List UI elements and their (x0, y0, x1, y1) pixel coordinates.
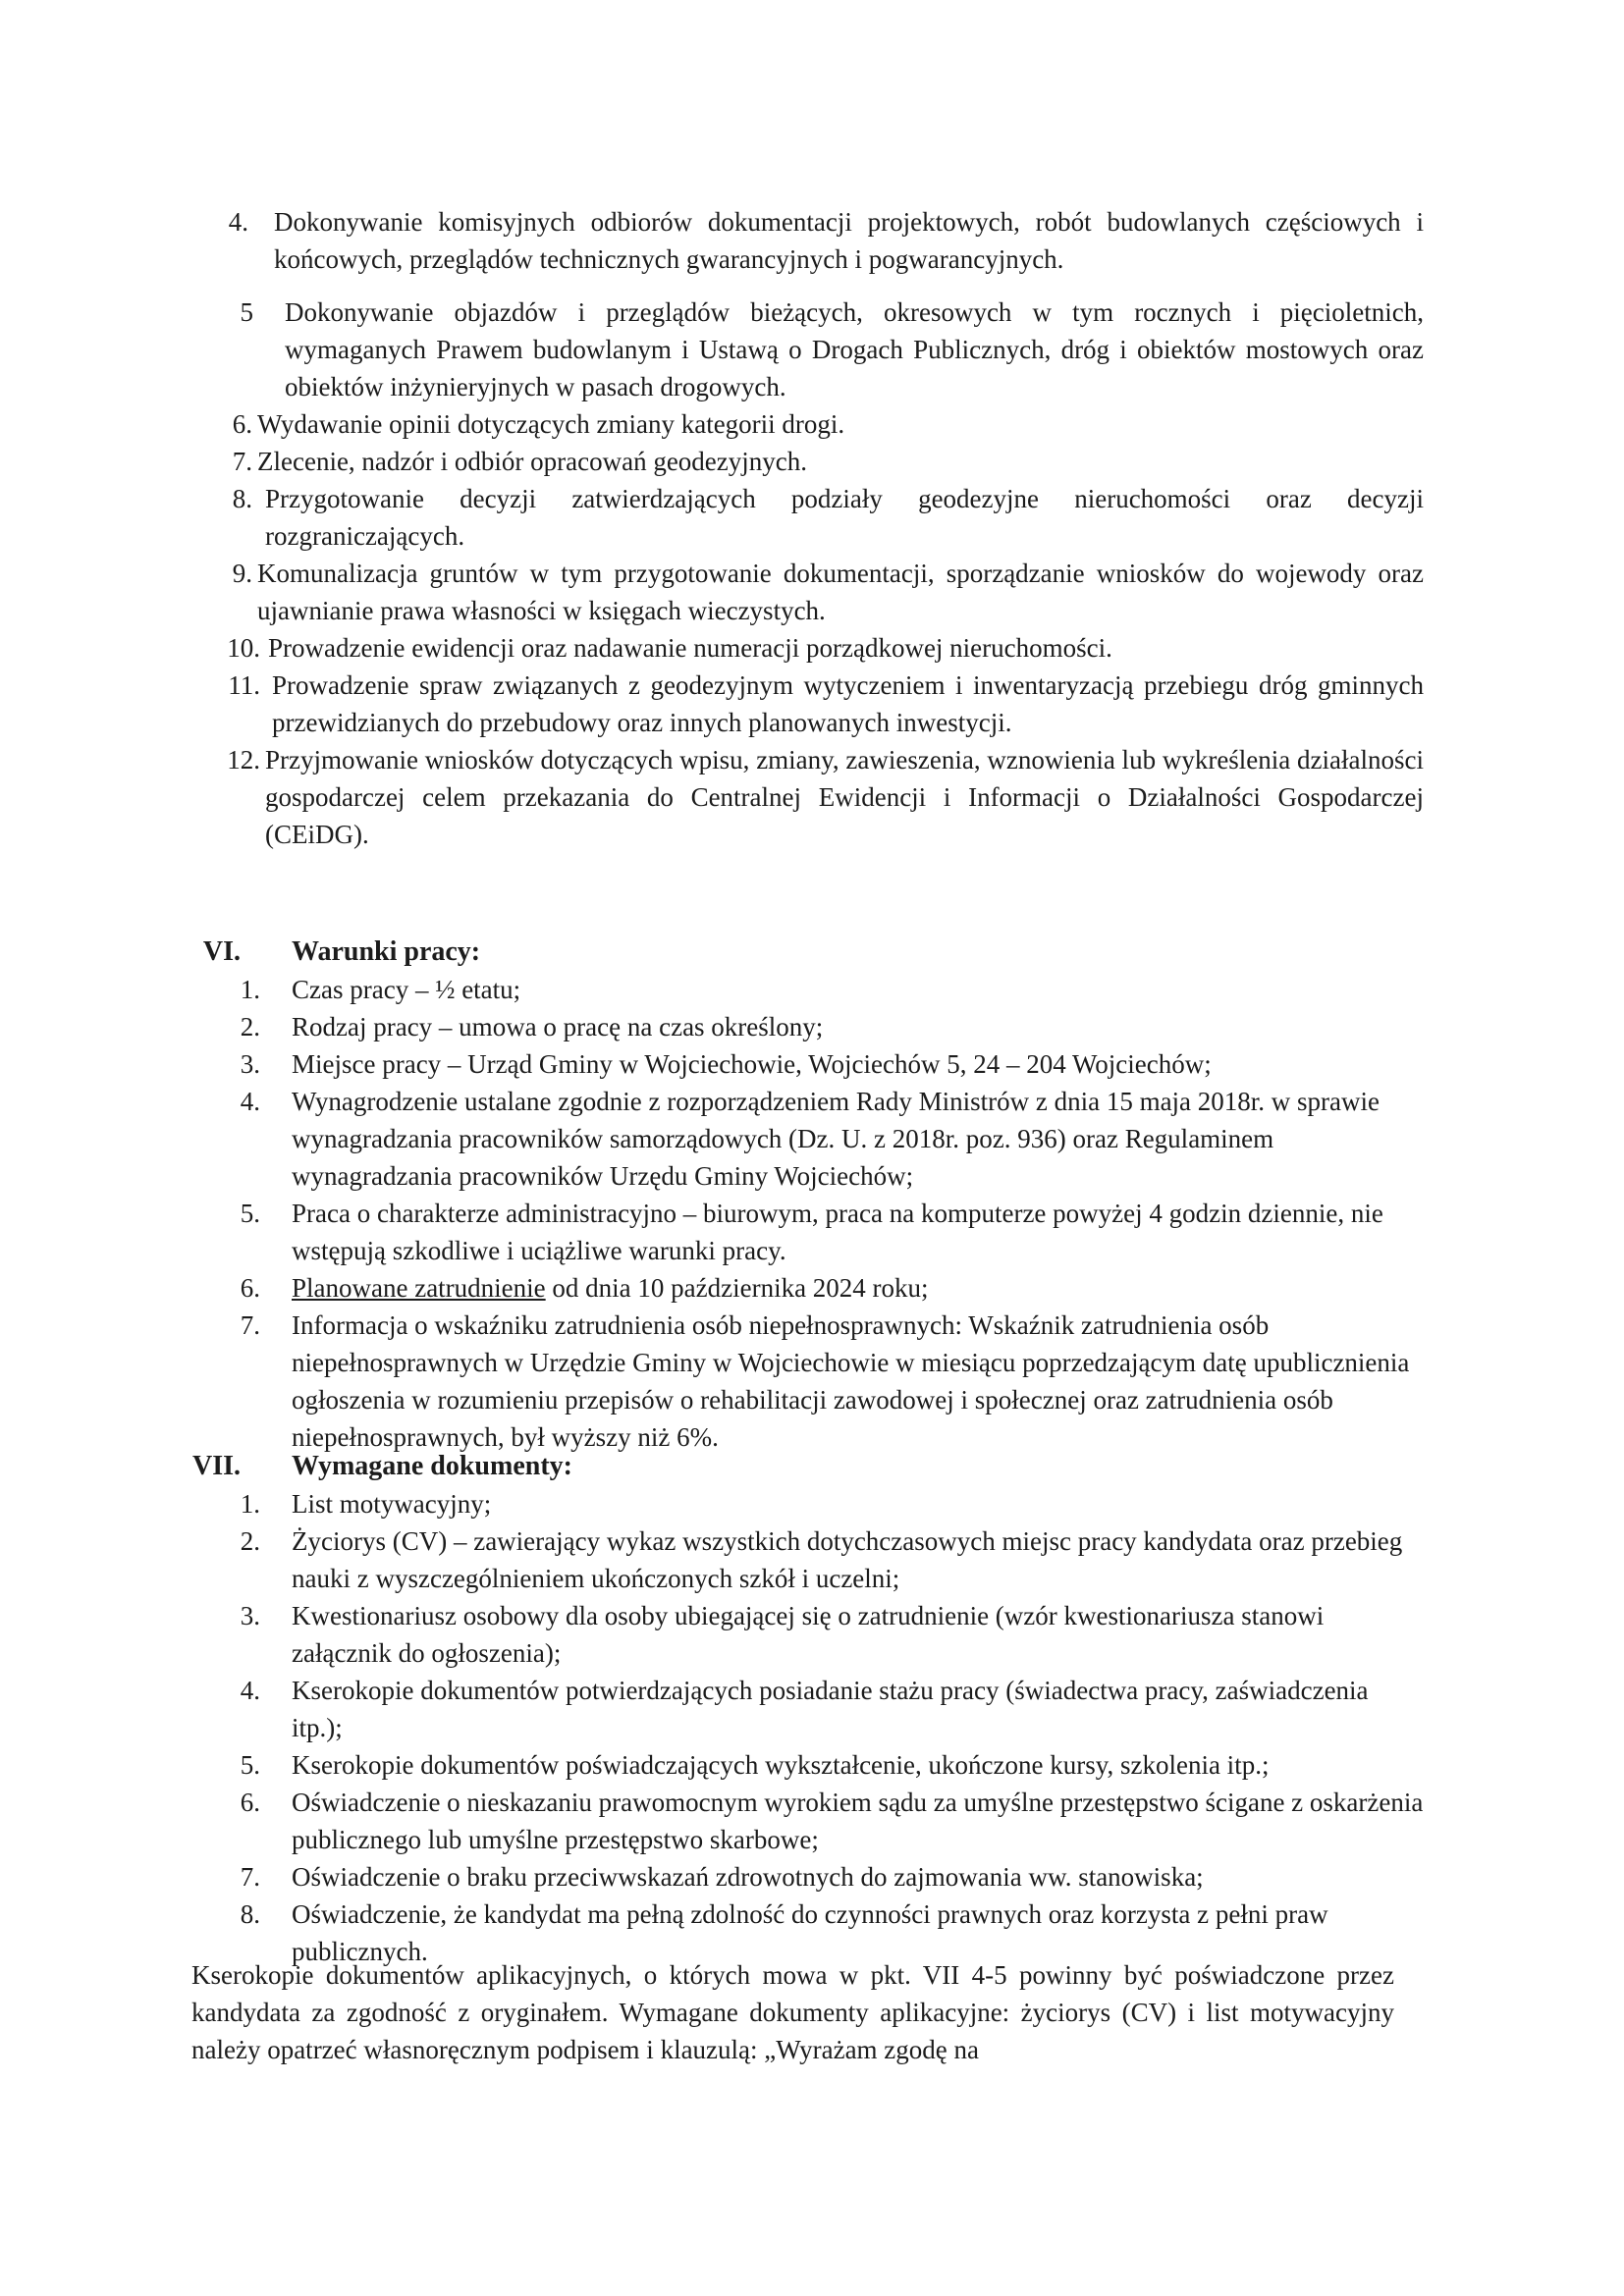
item-text: Zlecenie, nadzór i odbiór opracowań geodezyjnych. (257, 447, 808, 476)
item-number: 5 (240, 297, 253, 327)
item-text: Życiorys (CV) – zawierający wykaz wszystkich dotychczasowych miejsc pracy kandydata oraz przebieg nauki z wyszczególnieniem ukończonych szkół i uczelni; (292, 1526, 1403, 1593)
section-heading (0, 1448, 1624, 1485)
item-number: 4. (240, 1087, 260, 1116)
list-item (0, 1008, 1624, 1045)
item-number: 5. (240, 1199, 260, 1228)
item-text: Dokonywanie objazdów i przeglądów bieżących, okresowych w tym rocznych i pięcioletnich, wymaganych Prawem budowlanym i Ustawą o Drogach Publicznych, dróg i obiektów mostowych oraz obiektów inżynieryjnych w pasach drogowych. (285, 297, 1424, 401)
item-number: 6. (232, 409, 252, 439)
list-item (0, 443, 1624, 480)
item-number: 4. (240, 1676, 260, 1705)
item-text: Kserokopie dokumentów potwierdzających posiadanie stażu pracy (świadectwa pracy, zaświadczenia itp.); (292, 1676, 1369, 1742)
section-title: Wymagane dokumenty: (292, 1451, 572, 1481)
item-text: Wydawanie opinii dotyczących zmiany kategorii drogi. (257, 409, 845, 439)
list-item (0, 1485, 1624, 1522)
section-heading (0, 934, 1624, 971)
list-item (0, 203, 1624, 278)
item-text: Kwestionariusz osobowy dla osoby ubiegającej się o zatrudnienie (wzór kwestionariusza stanowi załącznik do ogłoszenia); (292, 1601, 1325, 1668)
list-item (0, 1746, 1624, 1784)
list-item (0, 555, 1624, 629)
list-item (0, 405, 1624, 443)
item-number: 7. (232, 447, 252, 476)
list-item (0, 741, 1624, 853)
list-item (0, 667, 1624, 741)
item-number: 1. (240, 1489, 260, 1519)
list-item (0, 1195, 1624, 1269)
list-item (0, 1672, 1624, 1746)
item-text (292, 1269, 1424, 1307)
item-text: Kserokopie dokumentów poświadczających wykształcenie, ukończone kursy, szkolenia itp.; (292, 1750, 1270, 1780)
item-number: 6. (240, 1788, 260, 1817)
list-item (0, 1269, 1624, 1307)
closing-paragraph: Kserokopie dokumentów aplikacyjnych, o których mowa w pkt. VII 4-5 powinny być poświadczone przez kandydata za zgodność z oryginałem. Wymagane dokumenty aplikacyjne: życiorys (CV) i list motywacyjny należy opatrzeć własnoręcznym podpisem i klauzulą: „Wyrażam zgodę na (191, 1960, 1394, 2064)
item-text-rest: od dnia 10 października 2024 roku; (545, 1273, 929, 1303)
section-title: Warunki pracy: (292, 936, 481, 967)
list-item (0, 1784, 1624, 1858)
item-number: 3. (240, 1601, 260, 1630)
item-text: Komunalizacja gruntów w tym przygotowanie dokumentacji, sporządzanie wniosków do wojewody oraz ujawnianie prawa własności w księgach wieczystych. (257, 559, 1424, 625)
item-text: Oświadczenie o nieskazaniu prawomocnym wyrokiem sądu za umyślne przestępstwo ścigane z oskarżenia publicznego lub umyślne przestępstwo skarbowe; (292, 1788, 1424, 1854)
item-text: Dokonywanie komisyjnych odbiorów dokumentacji projektowych, robót budowlanych częściowych i końcowych, przeglądów technicznych gwarancyjnych i pogwarancyjnych. (274, 207, 1424, 274)
list-item (0, 480, 1624, 555)
list-item (0, 1083, 1624, 1195)
item-text: Miejsce pracy – Urząd Gminy w Wojciechowie, Wojciechów 5, 24 – 204 Wojciechów; (292, 1049, 1212, 1079)
section-vi (0, 934, 1624, 1456)
list-item (0, 294, 1624, 405)
item-text: Oświadczenie o braku przeciwwskazań zdrowotnych do zajmowania ww. stanowiska; (292, 1862, 1204, 1892)
item-text: List motywacyjny; (292, 1489, 492, 1519)
item-number: 7. (240, 1310, 260, 1340)
item-text: Wynagrodzenie ustalane zgodnie z rozporządzeniem Rady Ministrów z dnia 15 maja 2018r. w sprawie wynagradzania pracowników samorządowych (Dz. U. z 2018r. poz. 936) oraz Regulaminem wynagradzania pracowników Urzędu Gminy Wojciechów; (292, 1087, 1380, 1191)
item-number: 3. (240, 1049, 260, 1079)
item-text: Przygotowanie decyzji zatwierdzających podziały geodezyjne nieruchomości oraz decyzji rozgraniczających. (265, 484, 1424, 551)
underlined-phrase: Planowane zatrudnienie (292, 1273, 546, 1303)
item-number: 2. (240, 1526, 260, 1556)
item-number: 12. (227, 745, 260, 774)
list-item (0, 1858, 1624, 1896)
section-vii (0, 1448, 1624, 1970)
item-text: Przyjmowanie wniosków dotyczących wpisu, zmiany, zawieszenia, wznowienia lub wykreślenia działalności gospodarczej celem przekazania do Centralnej Ewidencji i Informacji o Działalności Gospodarczej (CEiDG). (265, 745, 1424, 849)
item-number: 8. (232, 484, 252, 513)
item-text: Prowadzenie spraw związanych z geodezyjnym wytyczeniem i inwentaryzacją przebiegu dróg gminnych przewidzianych do przebudowy oraz innych planowanych inwestycji. (272, 670, 1424, 737)
list-item (0, 1045, 1624, 1083)
item-text: Rodzaj pracy – umowa o pracę na czas określony; (292, 1012, 824, 1041)
item-number: 5. (240, 1750, 260, 1780)
list-item (0, 629, 1624, 667)
item-number: 4. (228, 207, 248, 237)
list-item (0, 1597, 1624, 1672)
item-text: Oświadczenie, że kandydat ma pełną zdolność do czynności prawnych oraz korzysta z pełni praw publicznych. (292, 1899, 1328, 1966)
item-number: 7. (240, 1862, 260, 1892)
list-item (0, 1307, 1624, 1456)
item-number: 11. (228, 670, 260, 700)
item-number: 1. (240, 975, 260, 1004)
task-list (0, 203, 1624, 853)
item-text: Czas pracy – ½ etatu; (292, 975, 521, 1004)
item-number: 10. (227, 633, 260, 663)
item-number: 2. (240, 1012, 260, 1041)
item-text: Praca o charakterze administracyjno – biurowym, praca na komputerze powyżej 4 godzin dziennie, nie wstępują szkodliwe i uciążliwe warunki pracy. (292, 1199, 1383, 1265)
item-text: Informacja o wskaźniku zatrudnienia osób niepełnosprawnych: Wskaźnik zatrudnienia osób niepełnosprawnych w Urzędzie Gminy w Wojciechowie w miesiącu poprzedzającym datę upublicznienia ogłoszenia w rozumieniu przepisów o rehabilitacji zawodowej i społecznej oraz zatrudnienia osób niepełnosprawnych, był wyższy niż 6%. (292, 1310, 1410, 1452)
list-item (0, 1522, 1624, 1597)
section-number: VI. (202, 936, 241, 967)
list-item (0, 971, 1624, 1008)
section-number: VII. (191, 1451, 241, 1481)
item-number: 6. (240, 1273, 260, 1303)
item-number: 9. (232, 559, 252, 588)
item-number: 8. (240, 1899, 260, 1929)
item-text: Prowadzenie ewidencji oraz nadawanie numeracji porządkowej nieruchomości. (268, 633, 1112, 663)
